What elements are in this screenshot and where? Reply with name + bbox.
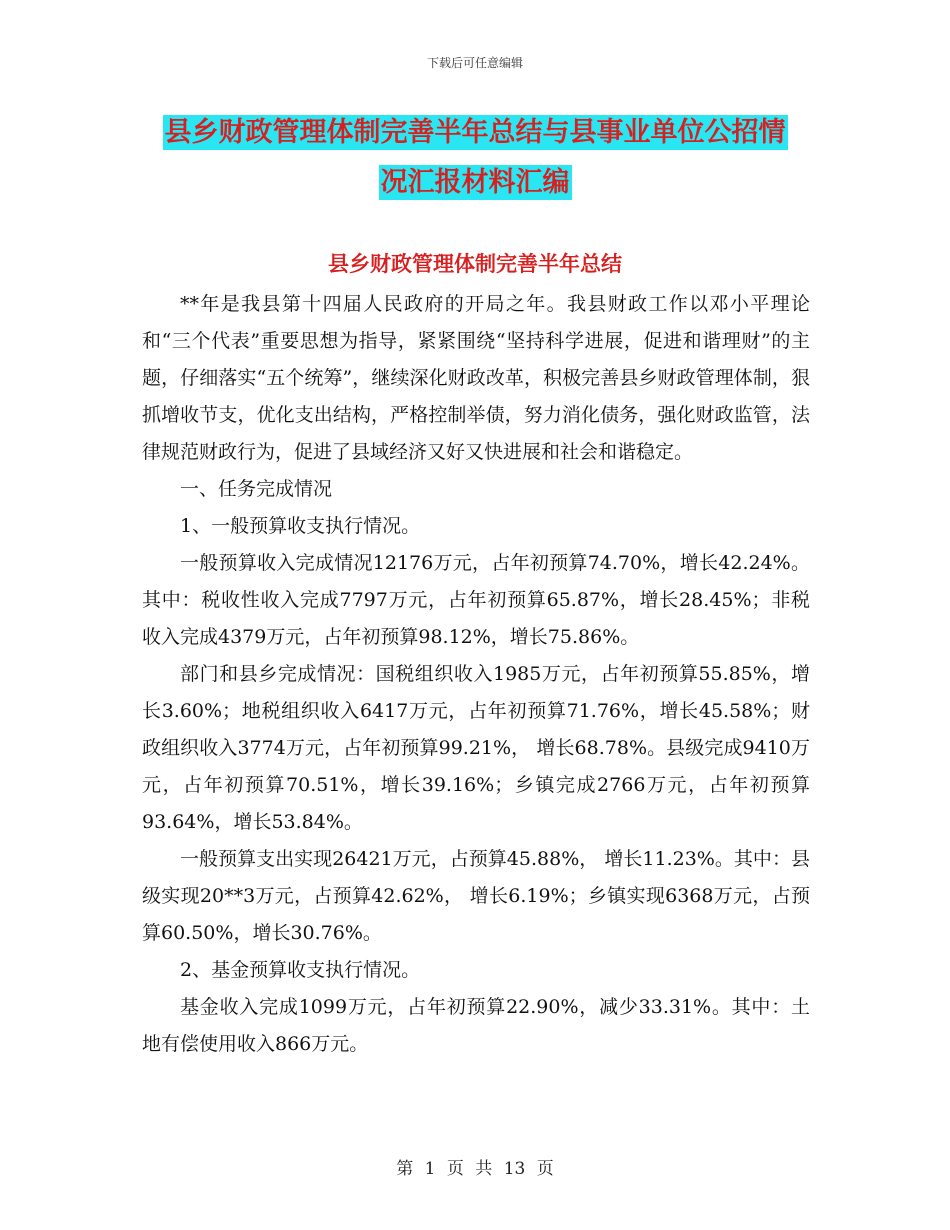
- paragraph-general-budget-revenue: 一般预算收入完成情况12176万元，占年初预算74.70%，增长42.24%。其中：税收性收入完成7797万元，占年初预算65.87%，增长28.45%；非税收入完成4379万元，占年初预算98.12%，增长75.86%。: [142, 552, 810, 648]
- page-number-footer: 第 1 页 共 13 页: [396, 1159, 554, 1179]
- paragraph-general-budget-expenditure: 一般预算支出实现26421万元，占预算45.88%， 增长11.23%。其中：县级实现20**3万元，占预算42.62%， 增长6.19%；乡镇实现6368万元，占预算60.50%，增长30.76%。: [142, 848, 810, 944]
- section-title: 县乡财政管理体制完善半年总结: [328, 252, 622, 276]
- document-body: [142, 286, 810, 1063]
- subheading-general-budget: 1、一般预算收支执行情况。: [180, 515, 421, 537]
- paragraph-intro: **年是我县第十四届人民政府的开局之年。我县财政工作以邓小平理论和“三个代表”重要思想为指导，紧紧围绕“坚持科学进展，促进和谐理财”的主题，仔细落实“五个统筹”，继续深化财政改革，积极完善县乡财政管理体制，狠抓增收节支，优化支出结构，严格控制举债，努力消化债务，强化财政监管，法律规范财政行为，促进了县域经济又好又快进展和社会和谐稳定。: [142, 293, 810, 463]
- page-header-note: 下载后可任意编辑: [426, 56, 523, 70]
- document-title-line2: 况汇报材料汇编: [380, 167, 570, 198]
- subheading-fund-budget: 2、基金预算收支执行情况。: [180, 959, 421, 981]
- document-title-line1: 县乡财政管理体制完善半年总结与县事业单位公招情: [164, 117, 786, 148]
- heading-task-completion: 一、任务完成情况: [180, 478, 333, 500]
- paragraph-department-revenue: 部门和县乡完成情况：国税组织收入1985万元，占年初预算55.85%，增长3.60%；地税组织收入6417万元，占年初预算71.76%，增长45.58%；财政组织收入3774万元，占年初预算99.21%， 增长68.78%。县级完成9410万元，占年初预算70.51%，增长39.16%；乡镇完成2766万元，占年初预算93.64%，增长53.84%。: [142, 663, 810, 833]
- document-title: [140, 108, 810, 208]
- paragraph-fund-revenue: 基金收入完成1099万元，占年初预算22.90%，减少33.31%。其中：土地有偿使用收入866万元。: [142, 996, 810, 1055]
